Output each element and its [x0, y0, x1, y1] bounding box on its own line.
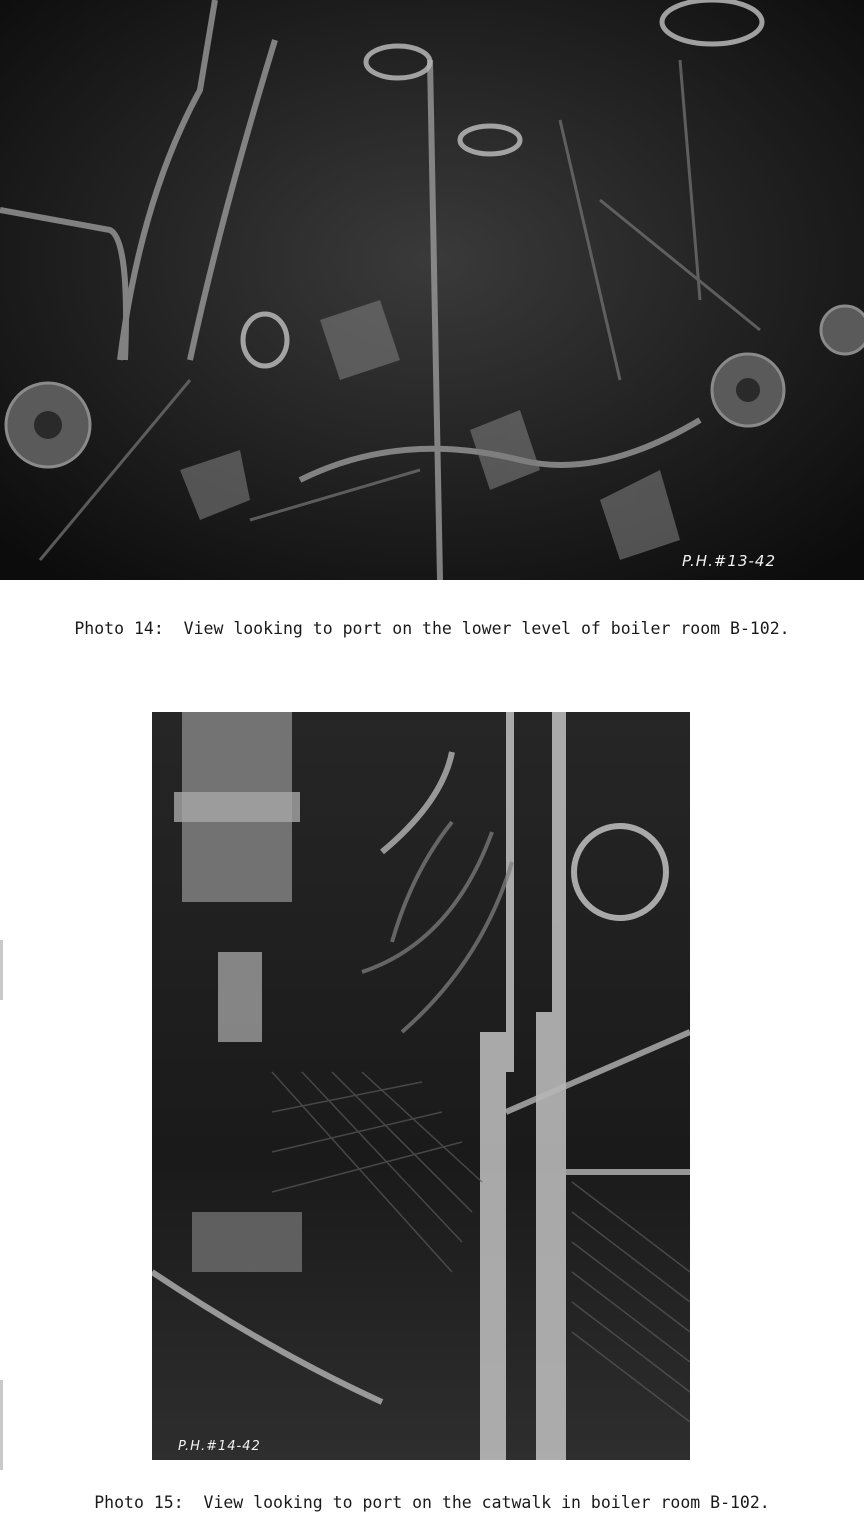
- scan-edge-mark: [0, 940, 3, 1000]
- photo-caption: Photo 14: View looking to port on the lower level of boiler room B-102.: [74, 619, 790, 638]
- photo-plate-label: P.H.#14-42: [178, 1439, 261, 1454]
- photo-caption: Photo 15: View looking to port on the catwalk in boiler room B-102.: [94, 1493, 770, 1512]
- boiler-room-catwalk-photo: [152, 712, 690, 1460]
- scan-edge-mark: [0, 1380, 3, 1470]
- photo-plate-label: P.H.#13-42: [682, 552, 776, 570]
- boiler-room-lower-level-photo: [0, 0, 864, 580]
